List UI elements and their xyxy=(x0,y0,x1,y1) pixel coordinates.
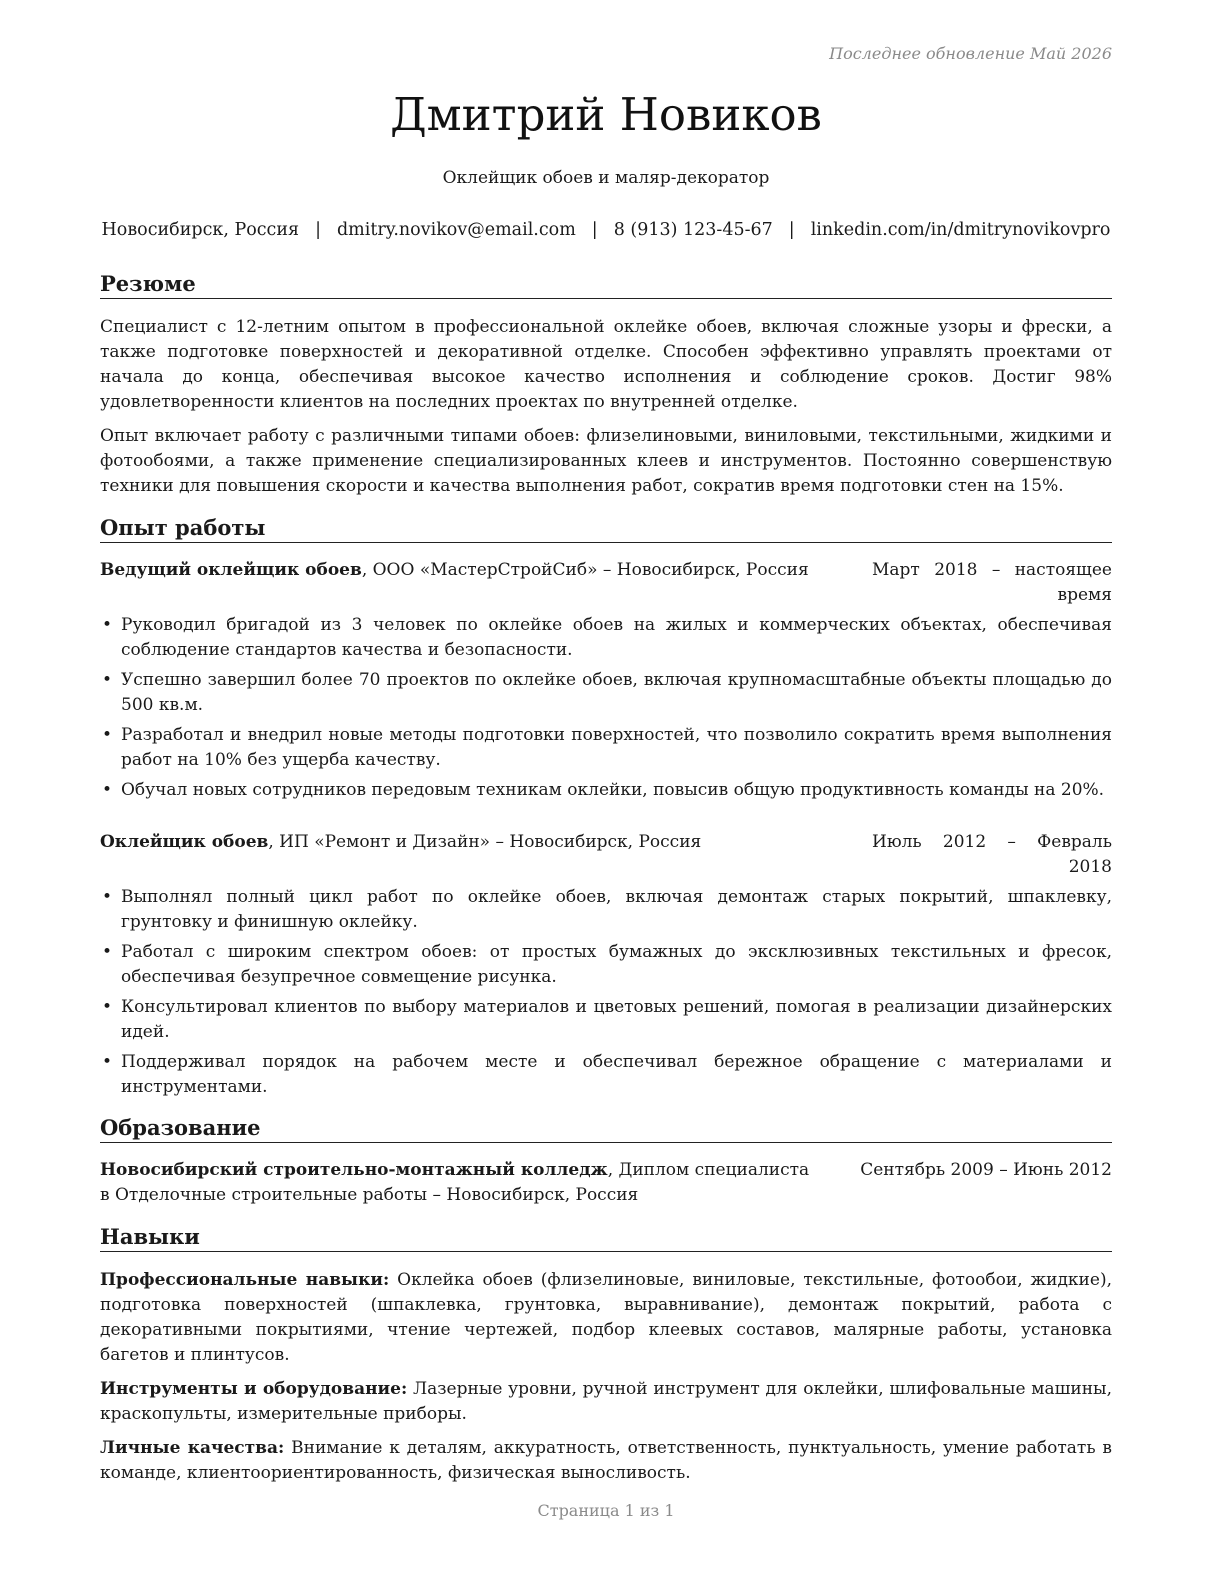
contact-line xyxy=(100,220,1112,240)
list-item: • Работал с широким спектром обоев: от простых бумажных до эксклюзивных текстильных и фресок, обеспечивая безупречное совмещение рисунка. xyxy=(102,942,1112,987)
skill-group xyxy=(100,1377,1112,1427)
list-item: • Обучал новых сотрудников передовым техникам оклейки, повысив общую продуктивность команды на 20%. xyxy=(102,780,1105,800)
list-item: • Руководил бригадой из 3 человек по оклейке обоев на жилых и коммерческих объектах, обеспечивая соблюдение стандартов качества и безопасности. xyxy=(102,615,1112,660)
page-number: Страница 1 из 1 xyxy=(537,1501,675,1520)
job-role: Ведущий оклейщик обоев xyxy=(100,560,362,580)
contact-linkedin[interactable]: linkedin.com/in/dmitrynovikovpro xyxy=(810,220,1111,240)
skill-group xyxy=(100,1268,1112,1368)
job-position xyxy=(100,830,860,855)
job-title: Оклейщик обоев и маляр-декоратор xyxy=(442,168,770,188)
list-item: • Разработал и внедрил новые методы подготовки поверхностей, что позволило сократить время выполнения работ на 10% без ущерба качеству. xyxy=(102,725,1112,770)
candidate-name: Дмитрий Новиков xyxy=(390,88,822,141)
list-item: • Успешно завершил более 70 проектов по оклейке обоев, включая крупномасштабные объекты площадью до 500 кв.м. xyxy=(102,670,1112,715)
skill-label: Профессиональные навыки: xyxy=(100,1270,390,1290)
section-heading-education: Образование xyxy=(100,1115,1112,1143)
job-header xyxy=(100,558,1112,608)
list-item: • Выполнял полный цикл работ по оклейке обоев, включая демонтаж старых покрытий, шпаклевку, грунтовку и финишную оклейку. xyxy=(102,887,1112,932)
skills-section xyxy=(100,1268,1112,1486)
skill-text: Лазерные уровни, ручной инструмент для оклейки, шлифовальные машины, краскопульты, измерительные приборы. xyxy=(100,1379,1112,1424)
summary-paragraph: Опыт включает работу с различными типами обоев: флизелиновыми, виниловыми, текстильными, жидкими и фотообоями, а также применение специализированных клеев и инструментов. Постоянно совершенствую техники для повышения скорости и качества выполнения работ, сократив время подготовки стен на 15%. xyxy=(100,426,1112,496)
contact-separator: | xyxy=(788,220,795,240)
education-details: , Диплом специалиста в Отделочные строительные работы – Новосибирск, Россия xyxy=(100,1160,810,1205)
job-role: Оклейщик обоев xyxy=(100,832,269,852)
job-dates: Июль 2012 – Февраль 2018 xyxy=(872,832,1112,877)
section-heading-experience: Опыт работы xyxy=(100,515,1112,543)
section-heading-skills: Навыки xyxy=(100,1224,1112,1252)
list-item: • Консультировал клиентов по выбору материалов и цветовых решений, помогая в реализации дизайнерских идей. xyxy=(102,997,1112,1042)
contact-separator: | xyxy=(315,220,321,240)
skill-text: Оклейка обоев (флизелиновые, виниловые, текстильные, фотообои, жидкие), подготовка поверхностей (шпаклевка, грунтовка, выравнивание), демонтаж покрытий, работа с декоративными покрытиями, чтение чертежей, подбор клеевых составов, малярные работы, установка багетов и плинтусов. xyxy=(100,1270,1112,1365)
contact-phone: 8 (913) 123-45-67 xyxy=(613,220,773,240)
education-entry xyxy=(100,1158,1112,1208)
contact-email[interactable]: dmitry.novikov@email.com xyxy=(336,220,576,240)
job-entry xyxy=(100,558,1112,808)
job-entry xyxy=(100,830,1112,1105)
job-bullets xyxy=(100,885,1112,1100)
education-institution: Новосибирский строительно-монтажный колледж xyxy=(100,1160,608,1180)
summary-paragraph: Специалист с 12-летним опытом в профессиональной оклейке обоев, включая сложные узоры и фрески, а также подготовке поверхностей и декоративной отделке. Способен эффективно управлять проектами от начала до конца, обеспечивая высокое качество исполнения и соблюдение сроков. Достиг 98% удовлетворенности клиентов на последних проектах по внутренней отделке. xyxy=(100,317,1112,412)
contact-location: Новосибирск, Россия xyxy=(101,220,300,240)
skill-group xyxy=(100,1436,1112,1486)
job-bullets xyxy=(100,613,1112,803)
section-heading-summary: Резюме xyxy=(100,271,1112,299)
education-institution-line xyxy=(100,1158,812,1208)
contact-separator: | xyxy=(591,220,598,240)
education-header xyxy=(100,1158,1112,1208)
last-updated: Последнее обновление Май 2026 xyxy=(829,44,1112,63)
skill-text: Внимание к деталям, аккуратность, ответственность, пунктуальность, умение работать в команде, клиентоориентированность, физическая выносливость. xyxy=(100,1438,1112,1483)
job-dates: Март 2018 – настоящее время xyxy=(872,560,1112,605)
job-header xyxy=(100,830,1112,880)
skill-label: Личные качества: xyxy=(100,1438,285,1458)
skill-label: Инструменты и оборудование: xyxy=(100,1379,408,1399)
job-org: , ООО «МастерСтройСиб» – Новосибирск, Россия xyxy=(361,560,809,580)
education-dates: Сентябрь 2009 – Июнь 2012 xyxy=(860,1160,1112,1180)
job-position xyxy=(100,558,860,583)
list-item: • Поддерживал порядок на рабочем месте и обеспечивал бережное обращение с материалами и инструментами. xyxy=(102,1052,1112,1097)
job-org: , ИП «Ремонт и Дизайн» – Новосибирск, Россия xyxy=(268,832,702,852)
summary-section xyxy=(100,315,1112,499)
